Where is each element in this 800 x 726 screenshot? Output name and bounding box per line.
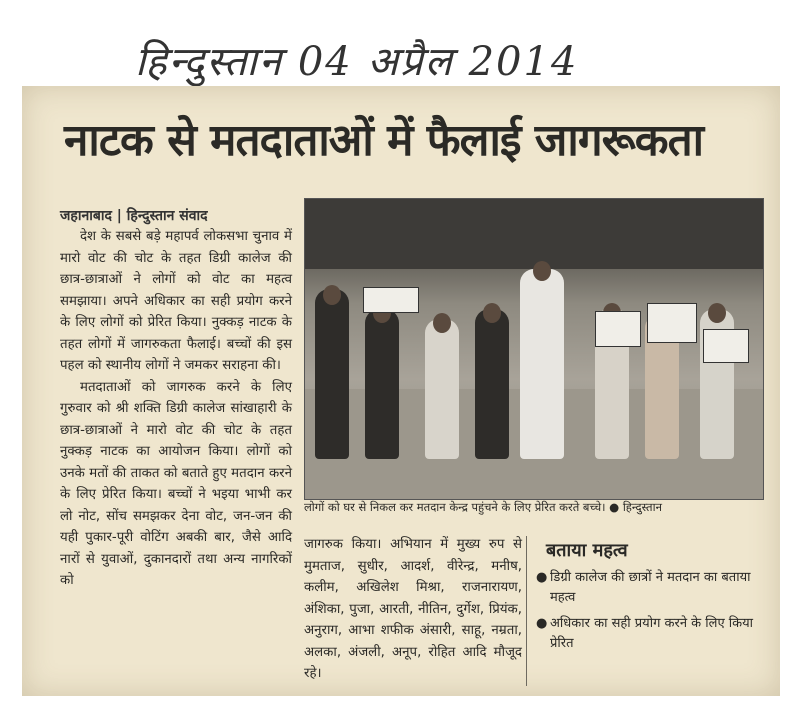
bullet-icon: ● (536, 570, 548, 585)
article-paragraph-2: मतदाताओं को जागरुक करने के लिए गुरुवार को श्री शक्ति डिग्री कालेज सांखाहारी के छात्र-छात्राओं ने मारो वोट की चोट के तहत नुक्कड़ नाटक का आयोजन किया। लोगों को उनके मतों की ताकत को बताते हुए मतदान करने के लिए प्रेरित किया। बच्चों ने भइया भाभी कर लो नोट, सोंच समझकर देना वोट, जन-जन की यही पुकार-पूरी वोटिंग अबकी बार, जैसे आदि नारों से युवाओं, दुकानदारों तथा अन्य नागरिकों को (60, 379, 292, 588)
news-photo (304, 198, 764, 500)
photo-caption: लोगों को घर से निकल कर मतदान केन्द्र पहुंचने के लिए प्रेरित करते बच्चे। ● हिन्दुस्तान (304, 500, 662, 514)
column-divider (526, 536, 527, 686)
article-paragraph-3: जागरुक किया। अभियान में मुख्य रुप से मुमताज, सुधीर, आदर्श, वीरेन्द्र, मनीष, कलीम, अखिलेश मिश्रा, राजनारायण, अंशिका, पुजा, आरती, नीतिन, दुर्गेश, प्रियंक, अनुराग, आभा शफीक अंसारी, साहू, नम्रता, अलका, अंजली, अनूप, रोहित आदि मौजूद रहे। (304, 537, 522, 681)
article-column-1 (60, 226, 292, 592)
bullet-text: डिग्री कालेज की छात्रों ने मतदान का बताया महत्व (550, 570, 751, 605)
article-column-2 (304, 534, 522, 685)
sidebar-title: बताया महत्व (546, 540, 628, 561)
sidebar-bullets (534, 568, 764, 660)
bullet-icon: ● (536, 616, 548, 631)
list-item (534, 614, 764, 654)
list-item (534, 568, 764, 608)
bullet-text: अधिकार का सही प्रयोग करने के लिए किया प्रेरित (550, 616, 754, 651)
headline: नाटक से मतदाताओं में फैलाई जागरूकता (64, 115, 704, 166)
article-paragraph-1: देश के सबसे बड़े महापर्व लोकसभा चुनाव में मारो वोट की चोट के तहत डिग्री कालेज की छात्र-छात्राओं ने लोगों को वोट का महत्व समझाया। अपने अधिकार का सही प्रयोग करने के लिए लोगों को प्रेरित किया। नुक्कड़ नाटक के तहत लोगों में जागरुकता फैलाई। बच्चों की इस पहल को स्थानीय लोगों ने जमकर सराहना की। (60, 229, 292, 373)
dateline: जहानाबाद | हिन्दुस्तान संवाद (60, 208, 208, 224)
handwritten-note: हिन्दुस्तान 04 अप्रैल 2014 (135, 39, 579, 85)
